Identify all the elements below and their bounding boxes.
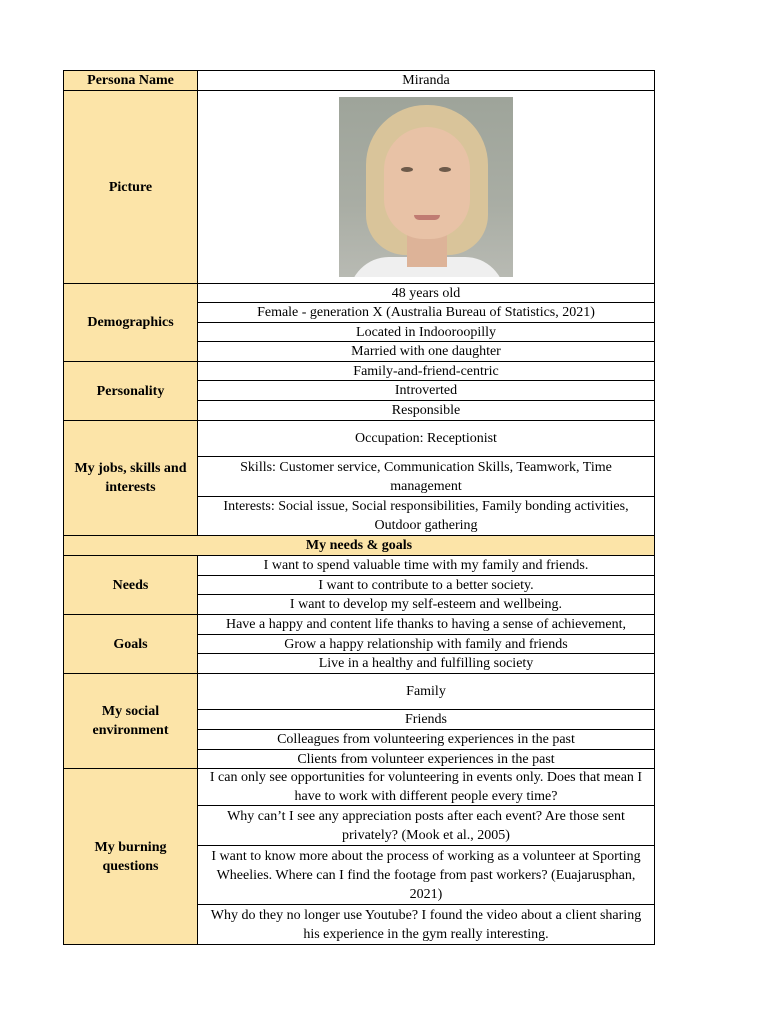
demographics-label: Demographics	[63, 284, 198, 362]
personality-label: Personality	[63, 362, 198, 421]
persona-photo	[339, 97, 513, 277]
social-item: Colleagues from volunteering experiences in the past	[198, 730, 655, 750]
demographics-item: 48 years old	[198, 284, 655, 303]
questions-item: Why do they no longer use Youtube? I found the video about a client sharing his experience in the gym really interesting.	[198, 905, 655, 945]
jobs-item: Occupation: Receptionist	[198, 421, 655, 457]
social-item: Clients from volunteer experiences in the past	[198, 750, 655, 769]
demographics-item: Married with one daughter	[198, 342, 655, 362]
personality-item: Introverted	[198, 381, 655, 401]
goals-item: Have a happy and content life thanks to having a sense of achievement,	[198, 615, 655, 635]
personality-item: Family-and-friend-centric	[198, 362, 655, 381]
needs-item: I want to contribute to a better society.	[198, 576, 655, 595]
jobs-label: My jobs, skills and interests	[63, 421, 198, 536]
questions-item: I can only see opportunities for volunteering in events only. Does that mean I have to work with different people every time?	[198, 769, 655, 806]
social-label: My social environment	[63, 674, 198, 769]
picture-cell	[198, 91, 655, 284]
questions-item: I want to know more about the process of working as a volunteer at Sporting Wheelies. Where can I find the footage from past workers? (Euajarusphan, 2021)	[198, 846, 655, 905]
goals-item: Grow a happy relationship with family and friends	[198, 635, 655, 654]
questions-label: My burning questions	[63, 769, 198, 945]
personality-item: Responsible	[198, 401, 655, 421]
persona-name-label: Persona Name	[63, 70, 198, 91]
jobs-item: Skills: Customer service, Communication Skills, Teamwork, Time management	[198, 457, 655, 497]
picture-label: Picture	[63, 91, 198, 284]
needs-goals-header: My needs & goals	[63, 536, 655, 556]
persona-name-value: Miranda	[198, 70, 655, 91]
needs-item: I want to spend valuable time with my family and friends.	[198, 556, 655, 576]
demographics-item: Located in Indooroopilly	[198, 323, 655, 342]
social-item: Family	[198, 674, 655, 710]
social-item: Friends	[198, 710, 655, 730]
needs-label: Needs	[63, 556, 198, 615]
needs-item: I want to develop my self-esteem and wellbeing.	[198, 595, 655, 615]
goals-label: Goals	[63, 615, 198, 674]
jobs-item: Interests: Social issue, Social responsibilities, Family bonding activities, Outdoor gathering	[198, 497, 655, 536]
questions-item: Why can’t I see any appreciation posts after each event? Are those sent privately? (Mook et al., 2005)	[198, 806, 655, 846]
demographics-item: Female - generation X (Australia Bureau of Statistics, 2021)	[198, 303, 655, 323]
goals-item: Live in a healthy and fulfilling society	[198, 654, 655, 674]
